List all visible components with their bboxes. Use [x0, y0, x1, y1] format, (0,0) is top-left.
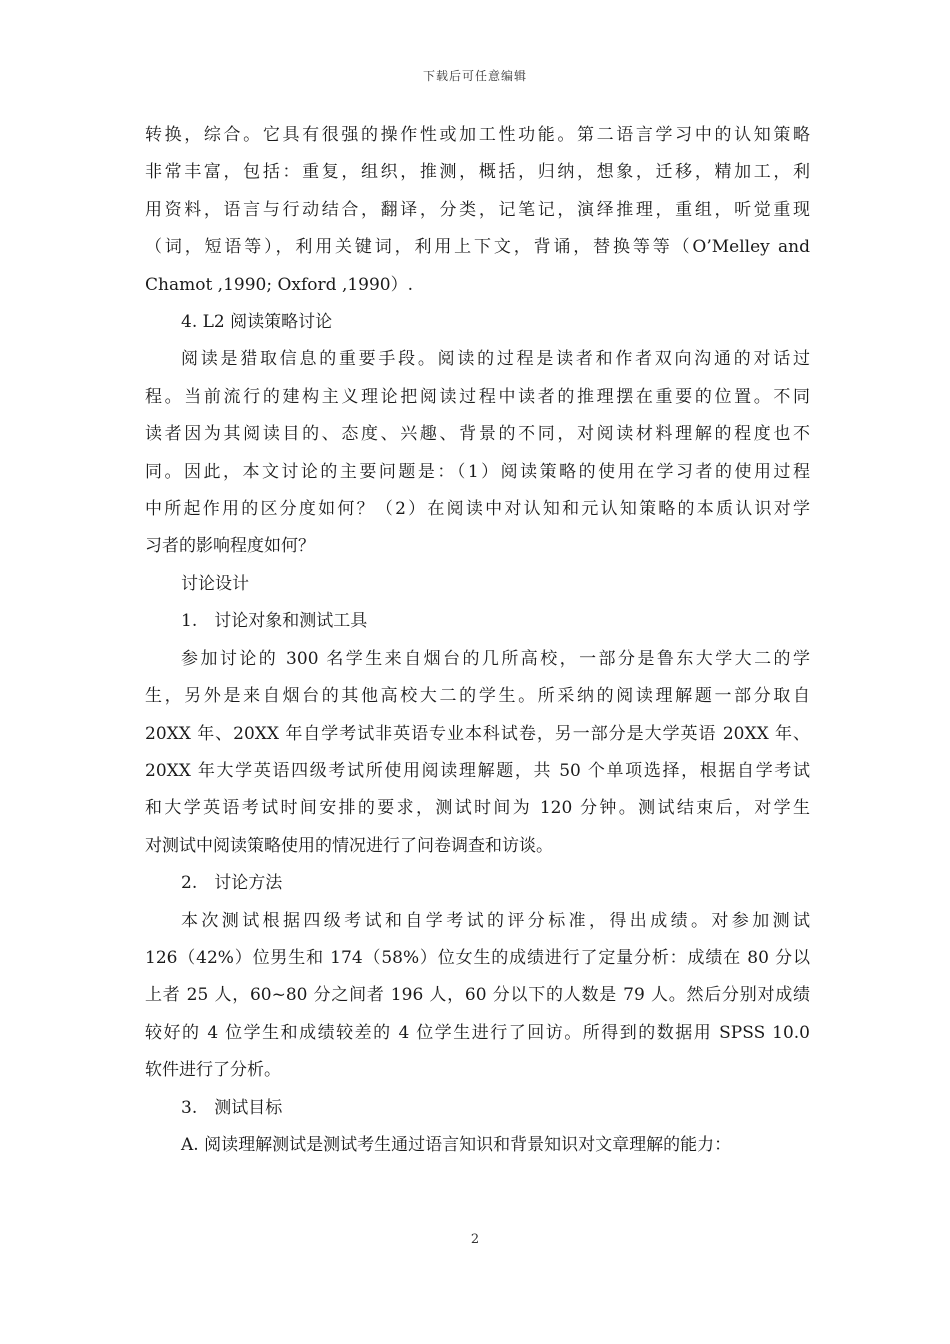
document-body — [145, 117, 810, 1164]
text-line: 较好的 4 位学生和成绩较差的 4 位学生进行了回访。所得到的数据用 SPSS 10.0 — [145, 1022, 810, 1043]
text-line: 讨论设计 — [181, 573, 249, 594]
text-line: 转换，综合。它具有很强的操作性或加工性功能。第二语言学习中的认知策略 — [145, 125, 810, 145]
text-line: 上者 25 人，60~80 分之间者 196 人，60 分以下的人数是 79 人。然后分别对成绩 — [145, 985, 810, 1006]
text-line: 和大学英语考试时间安排的要求，测试时间为 120 分钟。测试结束后，对学生 — [145, 798, 810, 819]
page-header: 下载后可任意编辑 — [422, 69, 527, 83]
text-line: 本次测试根据四级考试和自学考试的评分标准，得出成绩。对参加测试 — [181, 910, 810, 931]
text-line: 参加讨论的 300 名学生来自烟台的几所高校，一部分是鲁东大学大二的学 — [181, 648, 810, 669]
text-line: 20XX 年大学英语四级考试所使用阅读理解题，共 50 个单项选择，根据自学考试 — [145, 760, 810, 781]
text-line: 软件进行了分析。 — [145, 1060, 281, 1081]
text-line: 生，另外是来自烟台的其他高校大二的学生。所采纳的阅读理解题一部分取自 — [145, 686, 810, 707]
text-line: 阅读是猎取信息的重要手段。阅读的过程是读者和作者双向沟通的对话过 — [181, 349, 810, 370]
text-line: 同。因此，本文讨论的主要问题是：（1）阅读策略的使用在学习者的使用过程 — [145, 461, 810, 482]
text-line: 读者因为其阅读目的、态度、兴趣、背景的不同，对阅读材料理解的程度也不 — [145, 424, 810, 445]
text-line: 20XX 年、20XX 年自学考试非英语专业本科试卷，另一部分是大学英语 20XX 年、 — [145, 723, 810, 744]
text-line: A. 阅读理解测试是测试考生通过语言知识和背景知识对文章理解的能力： — [181, 1134, 732, 1155]
text-line: Chamot ,1990; Oxford ,1990）. — [145, 274, 414, 295]
text-line: 2. 讨论方法 — [181, 873, 283, 894]
text-line: 中所起作用的区分度如何？（2）在阅读中对认知和元认知策略的本质认识对学 — [145, 499, 810, 520]
text-line: 用资料，语言与行动结合，翻译，分类，记笔记，演绎推理，重组，听觉重现 — [145, 199, 810, 220]
text-line: 习者的影响程度如何？ — [145, 536, 315, 557]
text-line: 3. 测试目标 — [181, 1097, 283, 1118]
text-line: 1. 讨论对象和测试工具 — [181, 611, 368, 632]
text-line: 非常丰富，包括：重复，组织，推测，概括，归纳，想象，迁移，精加工，利 — [145, 162, 810, 183]
text-line: 程。当前流行的建构主义理论把阅读过程中读者的推理摆在重要的位置。不同 — [145, 386, 810, 407]
text-line: 126（42%）位男生和 174（58%）位女生的成绩进行了定量分析：成绩在 80 分以 — [145, 947, 810, 968]
text-line: 对测试中阅读策略使用的情况进行了问卷调查和访谈。 — [145, 835, 553, 856]
text-line: 4. L2 阅读策略讨论 — [181, 312, 333, 333]
text-line: （词，短语等），利用关键词，利用上下文，背诵，替换等等（O’Melley and — [145, 237, 810, 258]
page-number: 2 — [470, 1232, 480, 1247]
